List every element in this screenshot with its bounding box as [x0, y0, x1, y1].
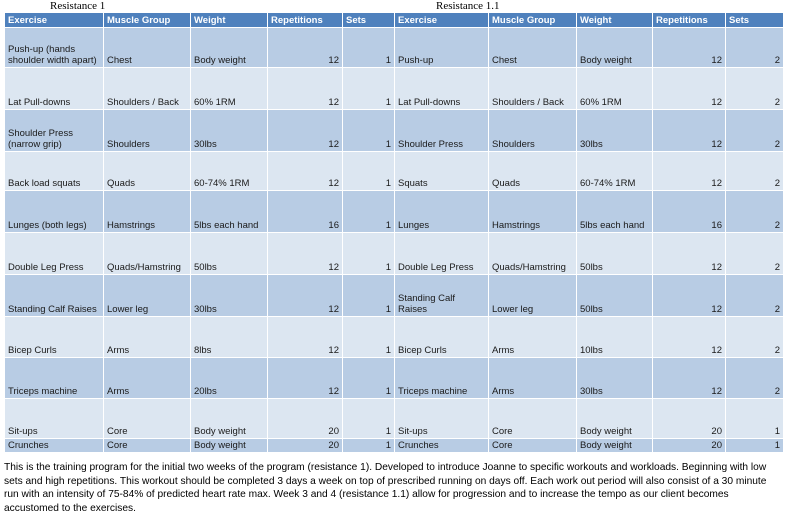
- weight-cell: Body weight: [191, 399, 268, 439]
- repetitions-cell: 12: [268, 275, 343, 317]
- exercise-cell: Lat Pull-downs: [395, 68, 489, 110]
- weight-cell: 60% 1RM: [577, 68, 653, 110]
- header-exercise: Exercise: [5, 13, 104, 28]
- weight-cell: 5lbs each hand: [577, 191, 653, 233]
- weight-cell: 30lbs: [191, 275, 268, 317]
- repetitions-cell: 12: [653, 275, 726, 317]
- repetitions-cell: 12: [268, 317, 343, 358]
- weight-cell: Body weight: [191, 28, 268, 68]
- muscle-group-cell: Shoulders: [489, 110, 577, 152]
- repetitions-cell: 12: [653, 358, 726, 399]
- table-row: [395, 317, 784, 358]
- sets-cell: 1: [726, 399, 784, 439]
- exercise-cell: Standing Calf Raises: [5, 275, 104, 317]
- sets-cell: 1: [343, 399, 395, 439]
- muscle-group-cell: Core: [104, 399, 191, 439]
- table-row: [5, 152, 395, 191]
- table-row: [5, 110, 395, 152]
- repetitions-cell: 12: [268, 233, 343, 275]
- muscle-group-cell: Arms: [489, 317, 577, 358]
- muscle-group-cell: Lower leg: [104, 275, 191, 317]
- sets-cell: 2: [726, 110, 784, 152]
- exercise-cell: Shoulder Press: [395, 110, 489, 152]
- muscle-group-cell: Quads: [489, 152, 577, 191]
- muscle-group-cell: Quads/Hamstring: [489, 233, 577, 275]
- table2-title: Resistance 1.1: [436, 0, 500, 12]
- sets-cell: 2: [726, 152, 784, 191]
- muscle-group-cell: Chest: [489, 28, 577, 68]
- repetitions-cell: 20: [653, 399, 726, 439]
- table-row: [5, 358, 395, 399]
- exercise-cell: Push-up (hands shoulder width apart): [5, 28, 104, 68]
- repetitions-cell: 12: [653, 68, 726, 110]
- repetitions-cell: 12: [268, 152, 343, 191]
- table-row: [5, 191, 395, 233]
- table-row: [395, 358, 784, 399]
- sets-cell: 2: [726, 275, 784, 317]
- header-sets: Sets: [726, 13, 784, 28]
- exercise-cell: Bicep Curls: [395, 317, 489, 358]
- table-row: [395, 191, 784, 233]
- muscle-group-cell: Arms: [489, 358, 577, 399]
- weight-cell: 50lbs: [577, 233, 653, 275]
- weight-cell: 30lbs: [577, 110, 653, 152]
- table-row: [395, 439, 784, 453]
- sets-cell: 2: [726, 191, 784, 233]
- muscle-group-cell: Lower leg: [489, 275, 577, 317]
- weight-cell: 60% 1RM: [191, 68, 268, 110]
- weight-cell: 30lbs: [191, 110, 268, 152]
- exercise-cell: Squats: [395, 152, 489, 191]
- weight-cell: 50lbs: [191, 233, 268, 275]
- muscle-group-cell: Shoulders: [104, 110, 191, 152]
- muscle-group-cell: Core: [104, 439, 191, 453]
- sets-cell: 1: [343, 275, 395, 317]
- muscle-group-cell: Chest: [104, 28, 191, 68]
- sets-cell: 1: [343, 233, 395, 275]
- table-row: [395, 110, 784, 152]
- muscle-group-cell: Hamstrings: [489, 191, 577, 233]
- sets-cell: 1: [343, 68, 395, 110]
- repetitions-cell: 12: [653, 317, 726, 358]
- table-row: [395, 275, 784, 317]
- header-weight: Weight: [577, 13, 653, 28]
- exercise-cell: Standing Calf Raises: [395, 275, 489, 317]
- muscle-group-cell: Core: [489, 439, 577, 453]
- header-weight: Weight: [191, 13, 268, 28]
- sets-cell: 1: [343, 28, 395, 68]
- muscle-group-cell: Arms: [104, 317, 191, 358]
- repetitions-cell: 12: [268, 358, 343, 399]
- exercise-cell: Push-up: [395, 28, 489, 68]
- table-row: [5, 275, 395, 317]
- exercise-cell: Sit-ups: [5, 399, 104, 439]
- exercise-cell: Crunches: [5, 439, 104, 453]
- resistance-1-1-table: [394, 12, 784, 453]
- repetitions-cell: 12: [653, 233, 726, 275]
- repetitions-cell: 12: [268, 68, 343, 110]
- muscle-group-cell: Arms: [104, 358, 191, 399]
- header-muscle-group: Muscle Group: [104, 13, 191, 28]
- weight-cell: 5lbs each hand: [191, 191, 268, 233]
- header-exercise: Exercise: [395, 13, 489, 28]
- program-description: This is the training program for the initial two weeks of the program (resistance 1). Developed to introduce Joanne to specific workouts and workloads. Beginning with low sets and high repetitions. This workout should be completed 3 days a week on top of prescribed running on days off. Each work out period will also consist of a 30 minute run with an intensity of 75-84% of predicted heart rate max. Week 3 and 4 (resistance 1.1) allow for progression and to increase the tempo as our client becomes accustomed to the exercises.: [4, 462, 767, 514]
- repetitions-cell: 12: [268, 28, 343, 68]
- sets-cell: 2: [726, 317, 784, 358]
- sets-cell: 1: [343, 439, 395, 453]
- header-repetitions: Repetitions: [653, 13, 726, 28]
- repetitions-cell: 20: [268, 399, 343, 439]
- exercise-cell: Lat Pull-downs: [5, 68, 104, 110]
- header-sets: Sets: [343, 13, 395, 28]
- sets-cell: 2: [726, 358, 784, 399]
- muscle-group-cell: Shoulders / Back: [489, 68, 577, 110]
- weight-cell: 60-74% 1RM: [191, 152, 268, 191]
- exercise-cell: Double Leg Press: [5, 233, 104, 275]
- exercise-cell: Bicep Curls: [5, 317, 104, 358]
- header-repetitions: Repetitions: [268, 13, 343, 28]
- exercise-cell: Back load squats: [5, 152, 104, 191]
- table-row: [5, 317, 395, 358]
- weight-cell: 8lbs: [191, 317, 268, 358]
- resistance-1-table: [4, 12, 395, 453]
- sets-cell: 2: [726, 68, 784, 110]
- repetitions-cell: 16: [268, 191, 343, 233]
- repetitions-cell: 12: [268, 110, 343, 152]
- muscle-group-cell: Shoulders / Back: [104, 68, 191, 110]
- muscle-group-cell: Quads/Hamstring: [104, 233, 191, 275]
- sets-cell: 1: [343, 358, 395, 399]
- sets-cell: 2: [726, 233, 784, 275]
- weight-cell: Body weight: [577, 439, 653, 453]
- table-row: [5, 233, 395, 275]
- weight-cell: 30lbs: [577, 358, 653, 399]
- sets-cell: 1: [343, 110, 395, 152]
- repetitions-cell: 12: [653, 28, 726, 68]
- table-row: [5, 399, 395, 439]
- weight-cell: Body weight: [577, 28, 653, 68]
- table1-title: Resistance 1: [50, 0, 106, 12]
- table-header-row: [395, 13, 784, 28]
- muscle-group-cell: Hamstrings: [104, 191, 191, 233]
- sets-cell: 1: [343, 191, 395, 233]
- table-row: [5, 439, 395, 453]
- table-row: [5, 28, 395, 68]
- table-header-row: [5, 13, 395, 28]
- exercise-cell: Lunges (both legs): [5, 191, 104, 233]
- weight-cell: 10lbs: [577, 317, 653, 358]
- repetitions-cell: 12: [653, 110, 726, 152]
- table-row: [395, 152, 784, 191]
- exercise-cell: Triceps machine: [5, 358, 104, 399]
- weight-cell: Body weight: [191, 439, 268, 453]
- header-muscle-group: Muscle Group: [489, 13, 577, 28]
- weight-cell: 50lbs: [577, 275, 653, 317]
- weight-cell: 60-74% 1RM: [577, 152, 653, 191]
- exercise-cell: Shoulder Press (narrow grip): [5, 110, 104, 152]
- exercise-cell: Triceps machine: [395, 358, 489, 399]
- weight-cell: Body weight: [577, 399, 653, 439]
- exercise-cell: Sit-ups: [395, 399, 489, 439]
- sets-cell: 2: [726, 28, 784, 68]
- sets-cell: 1: [343, 317, 395, 358]
- weight-cell: 20lbs: [191, 358, 268, 399]
- repetitions-cell: 16: [653, 191, 726, 233]
- repetitions-cell: 20: [653, 439, 726, 453]
- exercise-cell: Double Leg Press: [395, 233, 489, 275]
- table-row: [395, 399, 784, 439]
- table-row: [5, 68, 395, 110]
- muscle-group-cell: Core: [489, 399, 577, 439]
- sets-cell: 1: [343, 152, 395, 191]
- table-row: [395, 68, 784, 110]
- repetitions-cell: 12: [653, 152, 726, 191]
- sets-cell: 1: [726, 439, 784, 453]
- table-row: [395, 233, 784, 275]
- exercise-cell: Crunches: [395, 439, 489, 453]
- muscle-group-cell: Quads: [104, 152, 191, 191]
- exercise-cell: Lunges: [395, 191, 489, 233]
- table-row: [395, 28, 784, 68]
- repetitions-cell: 20: [268, 439, 343, 453]
